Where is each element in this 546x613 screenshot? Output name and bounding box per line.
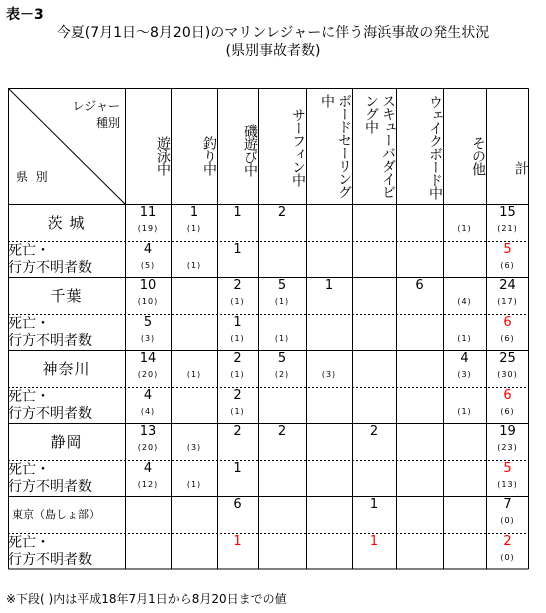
cell-value <box>443 498 486 512</box>
cell-value <box>125 535 171 549</box>
cell-value <box>396 352 443 366</box>
cell-value <box>352 352 396 366</box>
cell-value <box>352 206 396 220</box>
cell-value: 2 <box>369 424 379 439</box>
cell-value: 5 <box>143 314 153 330</box>
cell-prev: (6) <box>500 333 515 343</box>
cell-prev: (4) <box>457 297 472 306</box>
cell-prev: (1) <box>457 406 472 416</box>
cell-value: 5 <box>277 351 287 366</box>
cell-prev: (21) <box>497 224 518 233</box>
column-header-1: 遊泳中 <box>155 135 171 175</box>
column-header-9: 計 <box>513 160 529 174</box>
cell-prev: (20) <box>137 370 159 379</box>
cell-value <box>171 352 217 366</box>
cell-value <box>306 462 352 476</box>
cell-value <box>171 279 217 293</box>
cell-prev: (1) <box>186 479 202 489</box>
cell-prev: (6) <box>500 406 515 416</box>
cell-value <box>171 462 217 476</box>
cell-value: 1 <box>233 533 242 549</box>
cell-value <box>443 425 486 439</box>
cell-prev: (3) <box>457 370 472 379</box>
cell-value <box>258 243 306 257</box>
cell-prev: (2) <box>274 370 290 379</box>
cell-value <box>306 389 352 403</box>
column-header-7: ウェイクボード中 <box>427 95 443 199</box>
cell-prev: (6) <box>500 260 515 270</box>
page-subtitle: (県別事故者数) <box>225 43 321 59</box>
cell-value <box>258 462 306 476</box>
cell-value <box>443 535 486 549</box>
cell-value: 4 <box>460 351 469 366</box>
cell-value <box>258 389 306 403</box>
cell-value <box>443 279 486 293</box>
cell-value: 13 <box>139 424 157 439</box>
cell-prev: (10) <box>137 297 159 306</box>
cell-value <box>352 389 396 403</box>
cell-value: 2 <box>233 387 242 403</box>
cell-value: 7 <box>503 497 512 512</box>
cell-value <box>258 498 306 512</box>
cell-prev: (1) <box>230 370 245 379</box>
cell-value <box>396 206 443 220</box>
cell-value: 4 <box>143 460 153 476</box>
footnote: ※下段( )内は平成18年7月1日から8月20日までの値 <box>6 592 287 606</box>
cell-value: 2 <box>233 278 242 293</box>
cell-value <box>171 243 217 257</box>
row-name: 千葉 <box>50 287 83 306</box>
cell-value: 14 <box>139 351 157 366</box>
cell-value: 25 <box>499 351 516 366</box>
row-name: 死亡・ 行方不明者数 <box>8 388 92 422</box>
cell-value: 2 <box>503 533 512 549</box>
cell-value: 1 <box>233 241 242 257</box>
cell-prev: (1) <box>274 333 290 343</box>
cell-value: 5 <box>277 278 287 293</box>
row-name: 茨 城 <box>47 214 86 233</box>
column-header-2: 釣り中 <box>201 135 217 175</box>
cell-value: 5 <box>503 241 512 257</box>
cell-value <box>443 243 486 257</box>
page-title: 今夏(7月1日～8月20日)のマリンレジャーに伴う海浜事故の発生状況 <box>56 25 490 41</box>
cell-prev: (4) <box>140 406 156 416</box>
cell-value <box>171 535 217 549</box>
cell-value: 1 <box>233 460 242 476</box>
cell-value <box>443 462 486 476</box>
corner-col-label: レジャー 種別 <box>72 99 120 130</box>
column-header-3: 磯遊び中 <box>242 124 258 176</box>
cell-prev: (1) <box>230 333 245 343</box>
cell-value <box>306 206 352 220</box>
column-header-5: ボードセーリング中 <box>319 94 352 198</box>
cell-value <box>171 389 217 403</box>
cell-value: 4 <box>143 387 153 403</box>
cell-value: 1 <box>369 533 379 549</box>
cell-value <box>306 243 352 257</box>
cell-value: 6 <box>503 314 512 330</box>
cell-prev: (1) <box>457 224 472 233</box>
cell-value <box>396 498 443 512</box>
cell-prev: (3) <box>186 443 202 452</box>
cell-value <box>443 206 486 220</box>
cell-value <box>396 243 443 257</box>
cell-value: 2 <box>277 424 287 439</box>
cell-value: 10 <box>139 278 157 293</box>
cell-value <box>125 498 171 512</box>
row-name: 死亡・ 行方不明者数 <box>8 461 92 495</box>
cell-prev: (3) <box>321 370 337 379</box>
cell-value <box>258 316 306 330</box>
cell-prev: (0) <box>500 552 515 562</box>
cell-prev: (12) <box>137 479 159 489</box>
cell-value <box>352 243 396 257</box>
cell-value: 6 <box>503 387 512 403</box>
cell-prev: (17) <box>497 297 518 306</box>
cell-prev: (1) <box>186 370 202 379</box>
cell-value <box>396 389 443 403</box>
cell-value <box>306 425 352 439</box>
cell-value <box>171 425 217 439</box>
cell-prev: (1) <box>186 224 202 233</box>
cell-prev: (30) <box>497 370 518 379</box>
cell-value: 2 <box>277 205 287 220</box>
cell-value <box>352 279 396 293</box>
cell-value: 1 <box>369 497 379 512</box>
cell-value <box>171 498 217 512</box>
cell-prev: (1) <box>230 406 245 416</box>
cell-value: 15 <box>499 205 516 220</box>
cell-value <box>352 462 396 476</box>
cell-value <box>443 316 486 330</box>
cell-value <box>306 535 352 549</box>
accident-table <box>8 88 529 585</box>
corner-row-label: 県 別 <box>16 170 48 184</box>
cell-value <box>306 316 352 330</box>
cell-value: 1 <box>324 278 334 293</box>
cell-value <box>396 535 443 549</box>
cell-prev: (1) <box>274 297 290 306</box>
column-header-6: スキューバダイビング中 <box>363 94 396 198</box>
cell-value <box>258 535 306 549</box>
cell-prev: (5) <box>140 260 156 270</box>
cell-value <box>443 389 486 403</box>
cell-value <box>396 425 443 439</box>
row-name: 死亡・ 行方不明者数 <box>8 242 92 276</box>
cell-prev: (23) <box>497 443 518 452</box>
cell-prev: (1) <box>230 297 245 306</box>
cell-prev: (13) <box>497 479 518 489</box>
cell-value: 1 <box>233 314 242 330</box>
cell-value: 2 <box>233 351 242 366</box>
cell-value: 1 <box>233 205 242 220</box>
cell-value <box>352 316 396 330</box>
cell-prev: (20) <box>137 443 159 452</box>
cell-value: 1 <box>189 205 199 220</box>
cell-value <box>306 498 352 512</box>
cell-value: 5 <box>503 460 512 476</box>
cell-value: 6 <box>233 497 242 512</box>
table-label: 表－3 <box>6 7 44 23</box>
cell-value: 6 <box>415 278 424 293</box>
row-name: 死亡・ 行方不明者数 <box>8 534 92 568</box>
cell-value <box>171 316 217 330</box>
cell-value: 19 <box>499 424 516 439</box>
cell-value: 2 <box>233 424 242 439</box>
cell-value <box>396 462 443 476</box>
row-name: 死亡・ 行方不明者数 <box>8 315 92 349</box>
column-header-8: その他 <box>470 135 486 175</box>
cell-prev: (0) <box>500 516 515 525</box>
cell-value: 24 <box>499 278 516 293</box>
cell-value: 11 <box>139 205 157 220</box>
row-name: 東京（島しょ部） <box>12 508 100 522</box>
row-name: 神奈川 <box>42 360 91 379</box>
row-name: 静岡 <box>50 433 83 452</box>
cell-value <box>396 316 443 330</box>
column-header-4: サーフィン中 <box>290 108 306 186</box>
cell-prev: (1) <box>457 333 472 343</box>
cell-prev: (3) <box>140 333 156 343</box>
cell-value: 4 <box>143 241 153 257</box>
cell-prev: (19) <box>137 224 159 233</box>
cell-value <box>306 352 352 366</box>
cell-prev: (1) <box>186 260 202 270</box>
